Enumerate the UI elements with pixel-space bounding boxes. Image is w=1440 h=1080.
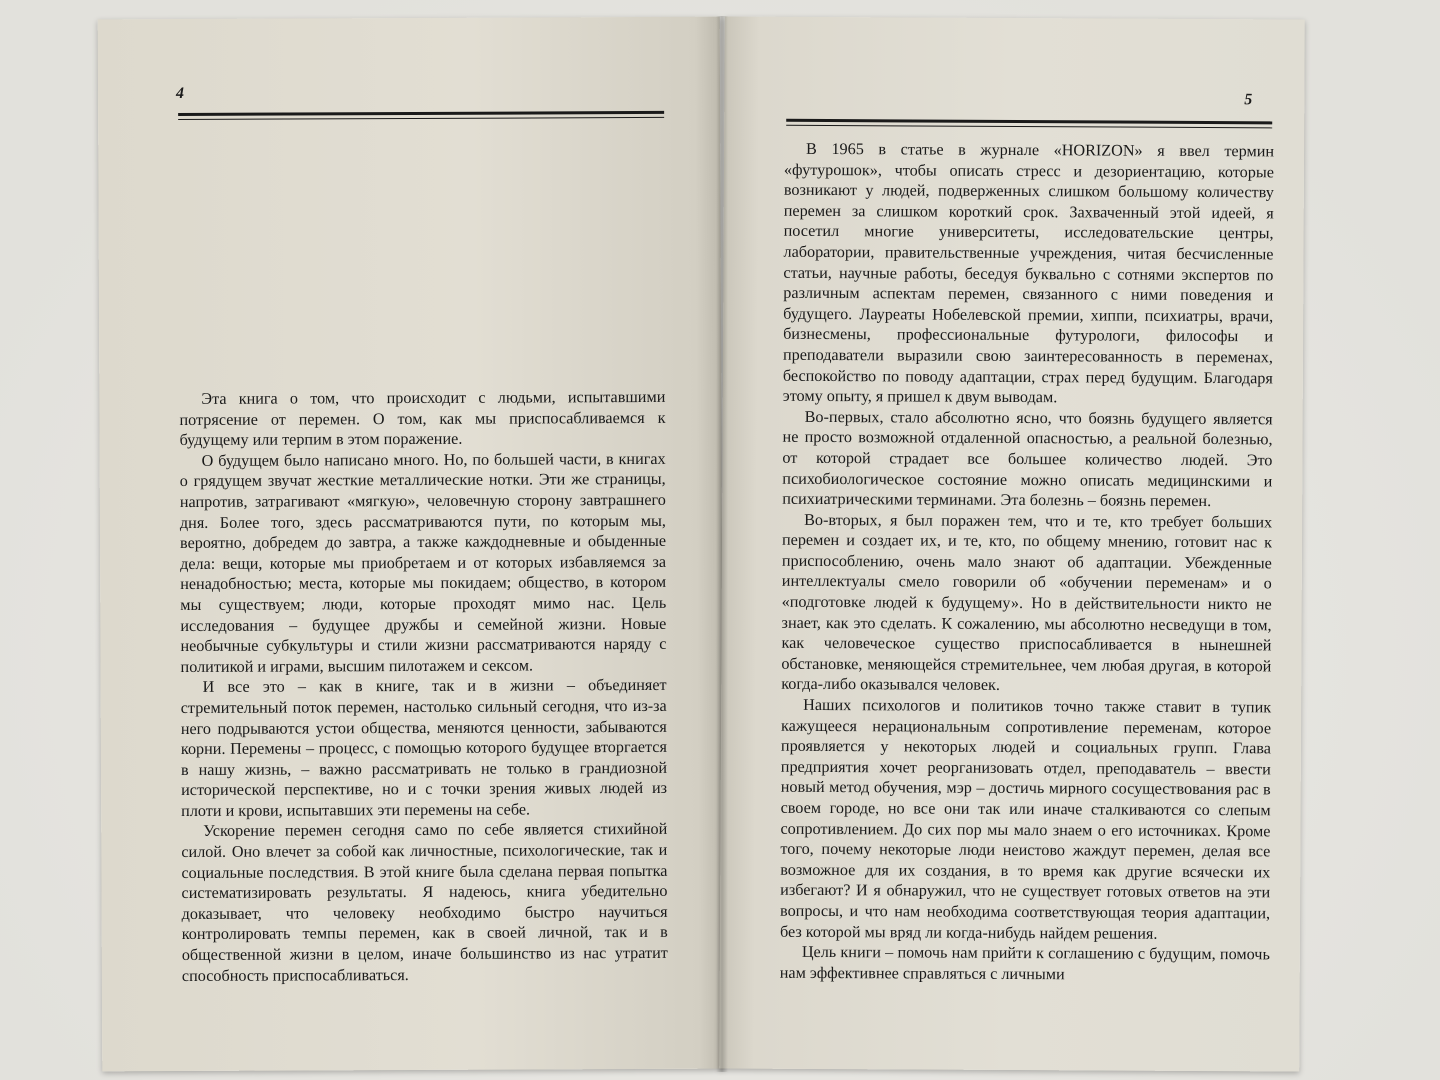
header-rule-left-thin (178, 117, 664, 120)
page-number-left: 4 (175, 84, 185, 103)
book-gutter (716, 16, 728, 1072)
page-number-right: 5 (1244, 91, 1253, 109)
paragraph: Эта книга о том, что происходит с людьми, испытавшими потрясение от перемен. О том, как мы приспосабливаемся к будущему или терпим в этом поражение. (179, 387, 666, 450)
paragraph: Цель книги – помочь нам прийти к соглашению с будущим, помочь нам эффективнее справляться с личными (779, 943, 1270, 984)
right-page-text (780, 139, 1274, 986)
header-rule-left (178, 111, 664, 116)
paragraph: О будущем было написано много. Но, по большей части, в книгах о грядущем звучат жесткие металлические нотки. Эти же страницы, напротив, затрагивают «мягкую», человечную сторону завтрашнего дня. Более того, здесь рассматриваются пути, по которым мы, вероятно, добредем до завтра, а также каждодневные и обыденные дела: вещи, которые мы приобретаем и от которых избавляемся за ненадобностью; места, которые мы покидаем; общество, в котором мы существуем; люди, которые проходят мимо нас. Цель исследования – будущее дружбы и семейной жизни. Новые необычные субкультуры и стили жизни рассматриваются наряду с политикой и играми, высшим пилотажем и сексом. (179, 449, 667, 676)
paragraph: Наших психологов и политиков точно также ставит в тупик кажущееся нерациональным сопротивление переменам, которое проявляется у некоторых людей и социальных групп. Глава предприятия хочет реорганизовать отдел, преподаватель – ввести новый метод обучения, мэр – достичь мирного сосуществования рас в своем городе, но все они так или иначе сталкиваются со слепым сопротивлением. До сих пор мы мало знаем о его источниках. Кроме того, почему некоторые люди неистово жаждут перемен, делая все возможное для их создания, в то время как другие всячески их избегают? И я обнаружил, что не существует готовых ответов на эти вопросы, и что нам необходима соответствующая теория адаптации, без которой мы вряд ли когда-нибудь найдем решения. (779, 695, 1272, 943)
header-rule-right (786, 119, 1272, 125)
paragraph: Во-вторых, я был поражен тем, что и те, кто требует больших перемен и создает их, и те, кто, по общему мнению, готовит нас к приспособлению, очень мало знают об адаптации. Убежденные интеллектуалы смело говорили об «обучении переменам» и о «подготовке людей к будущему». Но в действительности никто не знает, как это сделать. К сожалению, мы абсолютно несведущи в том, как человеческое существо приспосабливается в нынешней обстановке, меняющейся стремительнее, чем любая другая, в которой когда-либо оказывался человек. (781, 510, 1273, 695)
header-rule-right-thin (786, 125, 1272, 129)
paragraph: В 1965 в статье в журнале «HORIZON» я ввел термин «футурошок», чтобы описать стресс и дезориентацию, которые возникают у людей, подверженных слишком большому количеству перемен за слишком короткий срок. Захваченный этой идеей, я посетил многие университеты, исследовательские центры, лаборатории, правительственные учреждения, читая бесчисленные статьи, научные работы, беседуя буквально с сотнями экспертов по различным аспектам перемен, связанного с ними поведения и будущего. Лауреаты Нобелевской премии, хиппи, психиатры, врачи, бизнесмены, профессиональные футурологи, философы и преподаватели выразили свою заинтересованность в переменах, беспокойство по поводу адаптации, страх перед будущим. Благодаря этому опыту, я пришел к двум выводам. (782, 139, 1275, 407)
right-page (719, 16, 1305, 1071)
left-page-text (179, 387, 668, 986)
left-page (98, 17, 725, 1072)
paragraph: И все это – как в книге, так и в жизни – объединяет стремительный поток перемен, настолько сильный сегодня, что из-за него подрываются устои общества, меняются ценности, забываются корни. Перемены – процесс, с помощью которого будущее вторгается в нашу жизнь, – важно рассматривать не только в грандиозной исторической перспективе, но и с точки зрения живых людей из плоти и крови, испытавших эти перемены на себе. (180, 676, 668, 820)
paragraph: Ускорение перемен сегодня само по себе является стихийной силой. Оно влечет за собой как личностные, психологические, так и социальные последствия. В этой книге была сделана первая попытка систематизировать результаты. Я надеюсь, книга убедительно доказывает, что человеку необходимо быстро научиться контролировать темпы перемен, как в своей личной, так и в общественной жизни в целом, иначе большинство из нас утратит способность приспосабливаться. (181, 820, 668, 985)
paragraph: Во-первых, стало абсолютно ясно, что боязнь будущего является не просто возможной отдаленной опасностью, а реальной болезнью, от которой страдает все большее количество людей. Это психобиологическое состояние можно описать медицинскими и психиатрическими терминами. Эта болезнь – боязнь перемен. (782, 407, 1273, 511)
